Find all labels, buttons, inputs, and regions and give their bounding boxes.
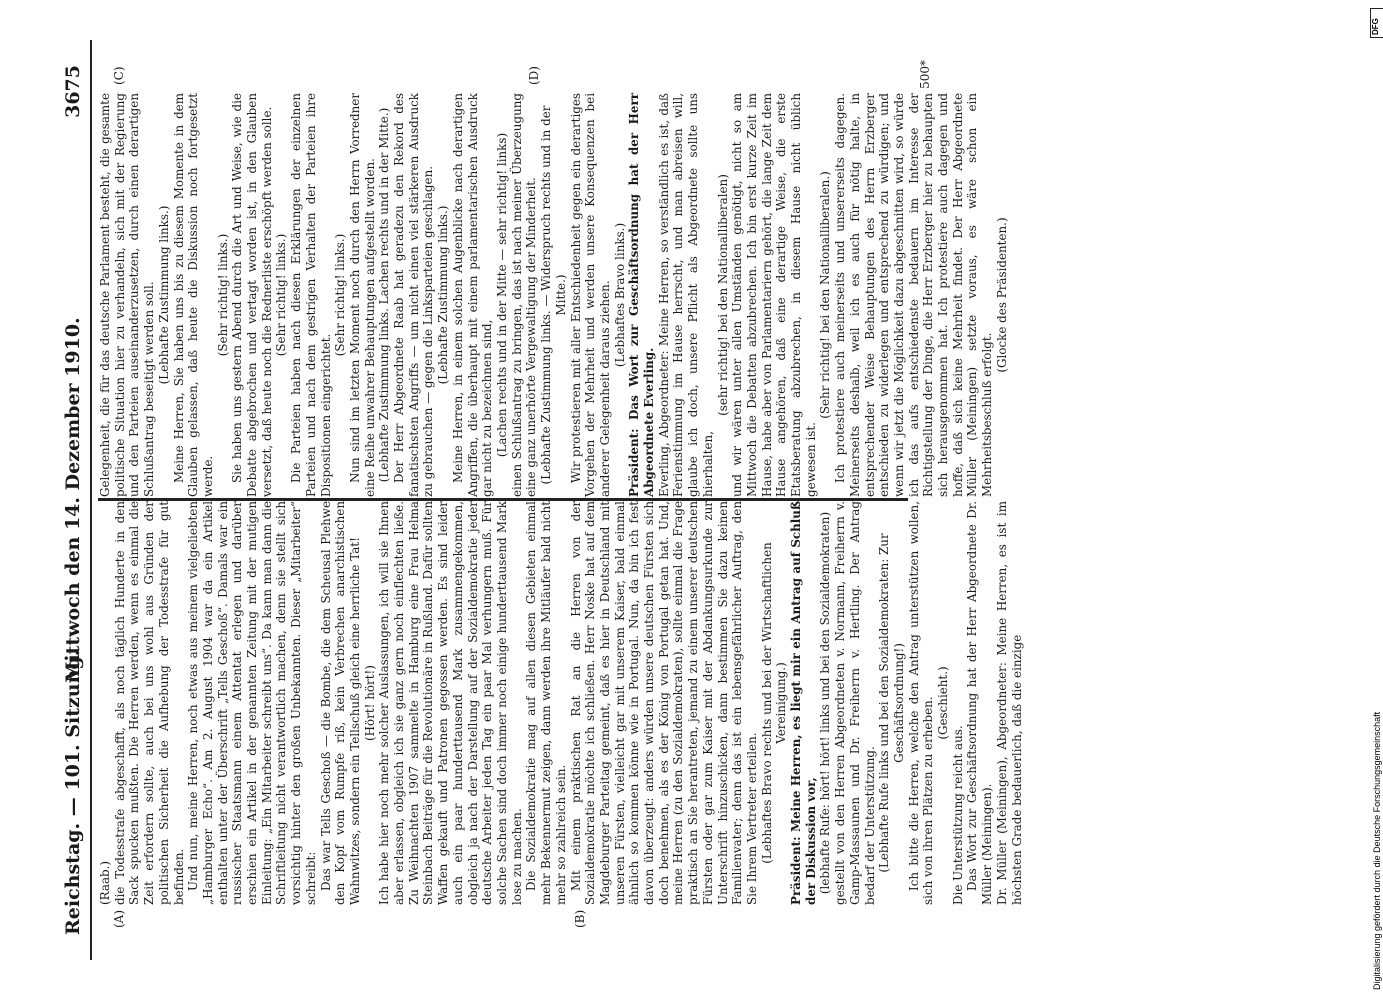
paragraph: die Todesstrafe abgeschafft, als noch täglich Hunderte in den Sack spucken mußten. Die Herren werden, wenn es einmal die Zeit erfordern sollte, auch bei uns wohl aus Gründen der politischen Sicherheit die Aufhebung der Todesstrafe für gut befinden. — [112, 501, 186, 905]
paragraph: Ich bitte die Herren, welche den Antrag unterstützen wollen, sich von ihren Plätzen zu erheben. — [906, 501, 936, 905]
paragraph: (Raab.) — [98, 860, 112, 905]
paragraph: einen Schlußantrag zu bringen, das ist nach meiner Überzeugung eine ganz unerhörte Vergewaltigung der Minderheit. — [509, 93, 539, 497]
paragraph: (Lebhaftes Bravo links.) — [612, 222, 627, 368]
paragraph: (Sehr richtig! links.) — [333, 233, 348, 357]
paragraph: (Hört! hört!) — [362, 665, 377, 741]
dfg-logo-text: DFG — [1371, 18, 1380, 35]
page-mark: 500* — [918, 60, 932, 89]
paragraph: Dr. Müller (Meiningen), Abgeordneter: Meine Herren, es ist im höchsten Grade bedauerlich, daß die einzige — [994, 501, 1024, 905]
paragraph: (Lebhafte Zustimmung links.) — [436, 205, 451, 385]
paragraph: Die Sozialdemokratie mag auf allen diesen Gebieten einmal mehr Bekennermut zeigen, dann werden ihre Mitläufer bald nicht mehr so zahlreich sein. — [524, 501, 568, 905]
paragraph: Ich habe hier noch mehr solcher Auslassungen, ich will sie Ihnen aber erlassen, obgleich ich sie ganz gern noch einflechten ließe. Zu Weihnachten 1907 sammelte in Hamburg eine Frau Helma Steinbach Beiträge für die Revolutionäre in Rußland. Dafür sollten Waffen gekauft und Patronen gegossen werden. Es sind leider auch ein paar hunderttausend Mark zusammengekommen, obgleich ja nach der Darstellung auf der Sozialdemokratie jeder deutsche Arbeiter jeden Tag ein paar Mal verhungern muß. Für solche Sachen sind doch immer noch einige hunderttausend Mark lose zu machen. — [377, 501, 524, 905]
dfg-logo — [1370, 8, 1383, 38]
header-date: Mittwoch den 14. Dezember 1910. — [62, 317, 84, 683]
paragraph: Das war Tells Geschoß — die Bombe, die dem Scheusal Plehwe den Kopf vom Rumpfe riß, kein Verbrechen anarchistischen Wahnwitzes, sondern ein Tellschuß gleich eine herrliche Tat! — [318, 501, 362, 905]
margin-marker-a: (A) — [112, 909, 126, 928]
margin-marker-c: (C) — [112, 66, 126, 85]
paragraph: (lebhafte Rufe: hört! hört! links und bei den Sozialdemokraten) — [818, 511, 833, 895]
paragraph: (Geschieht.) — [936, 666, 951, 740]
paragraph: Der Herr Abgeordnete Raab hat geradezu den Rekord des fanatischsten Angriffs — um nicht einen viel stärkeren Ausdruck zu gebrauchen — gegen die Linksparteien geschlagen. — [392, 93, 436, 497]
paragraph: (Lebhafte Rufe links und bei den Sozialdemokraten: Zur Geschäftsordnung!) — [877, 533, 906, 873]
paragraph: Sie haben uns gestern Abend durch die Art und Weise, wie die Debatte abgebrochen und vertagt worden ist, in den Glauben versetzt, daß heute noch die Rednerliste erschöpft werden solle. — [230, 93, 274, 497]
paragraph: Das Wort zur Geschäftsordnung hat der Herr Abgeordnete Dr. Müller (Meiningen). — [965, 501, 995, 905]
paragraph: Wir protestieren mit aller Entschiedenheit gegen ein derartiges Vorgehen der Mehrheit und werden unsere Konsequenzen bei anderer Gelegenheit daraus ziehen. — [568, 93, 612, 497]
margin-marker-d: (D) — [527, 66, 541, 85]
paragraph: gestellt von den Herren Abgeordneten v. Normann, Freiherrn v. Gamp-Massaunen und Dr. Freiherrn v. Hertling. Der Antrag bedarf der Unterstützung. — [833, 501, 877, 905]
paragraph: Meine Herren, Sie haben uns bis zu diesem Momente in dem Glauben gelassen, daß heute die Diskussion noch fortgesetzt werde. — [171, 93, 215, 497]
paragraph: (Lachen rechts und in der Mitte — sehr richtig! links) — [494, 132, 509, 458]
paragraph: (Sehr richtig! links.) — [274, 233, 289, 357]
digitization-note — [1372, 0, 1383, 1000]
paragraph: (Lebhafte Zustimmung links. — Widerspruch rechts und in der Mitte.) — [539, 105, 568, 485]
text-column-left — [98, 501, 1024, 905]
paragraph: (Sehr richtig! bei den Nationalliberalen.) — [818, 171, 833, 419]
text-column-right — [98, 93, 1010, 497]
paragraph: (Lebhafte Zustimmung links.) — [156, 205, 171, 385]
paragraph: (Lebhafte Zustimmung links. Lachen rechts und in der Mitte.) — [377, 107, 392, 483]
paragraph: Gelegenheit, die für das deutsche Parlament besteht, die gesamte politische Situation hier zu verhandeln, sich mit der Regierung und den Parteien auseinanderzusetzen, durch einen derartigen Schlußantrag beseitigt werden soll. — [98, 93, 157, 497]
paragraph: (Lebhaftes Bravo rechts und bei der Wirtschaftlichen Vereinigung.) — [759, 542, 789, 864]
paragraph: (Glocke des Präsidenten.) — [994, 217, 1009, 373]
paragraph: Präsident: Das Wort zur Geschäftsordnung hat der Herr Abgeordnete Everling. — [627, 93, 657, 497]
paragraph: (sehr richtig! bei den Nationalliberalen) — [715, 174, 730, 416]
paragraph: Und nun, meine Herren, noch etwas aus meinem vielgeliebten „Hamburger Echo“. Am 2. August 1904 war da ein Artikel enthalten unter der Überschrift „Tells Geschoß“. Damals war ein russischer Staatsmann einem Attentat erlegen und darüber erschien ein Artikel in der genannten Zeitung mit der mutigen Einleitung: „Ein Mitarbeiter schreibt uns“. Da kann man dann die Schriftleitung nicht verantwortlich machen, denn sie stellt sich vorsichtig hinter den großen Unbekannten. Dieser „Mitarbeiter“ schreibt: — [186, 501, 318, 905]
paragraph: Everling, Abgeordneter: Meine Herren, so verständlich es ist, daß Ferienstimmung im Hause herrscht, und man abreisen will, glaube ich doch, unsere Pflicht als Abgeordnete sollte uns hierhalten, — [656, 93, 715, 497]
column-divider — [98, 498, 908, 501]
page-header — [48, 40, 92, 960]
paragraph: (Sehr richtig! links.) — [215, 233, 230, 357]
digitization-note-text: Digitalisierung gefördert durch die Deutsche Forschungsgemeinschaft — [1372, 711, 1382, 990]
paragraph: Ich protestiere auch meinerseits und unsererseits dagegen. Meinerseits deshalb, weil ich es auch für nötig halte, in entsprechender Weise Behauptungen des Herrn Erzberger entschieden zu widerlegen und entsprechend zu würdigen; und wenn wir jetzt die Möglichkeit dazu abgeschnitten wird, so würde ich das aufs entschiedenste bedauern im Interesse der Richtigstellung der Dinge, die Herr Erzberger hier zu behaupten sich herausgenommen hat. Ich protestiere auch dagegen und hoffe, daß sich keine Mehrheit findet. Der Herr Abgeordnete Müller (Meiningen) setzte voraus, es wäre schon ein Mehrheitsbeschluß erfolgt. — [833, 93, 995, 497]
paragraph: Nun sind im letzten Moment noch durch den Herrn Vorredner eine Reihe unwahrer Behauptungen aufgestellt worden. — [347, 93, 377, 497]
paragraph: Mit einem praktischen Rat an die Herren von der Sozialdemokratie möchte ich schließen. Herr Noske hat auf dem Magdeburger Parteitag gemeint, daß es hier in Deutschland mit unseren Fürsten, vielleicht gar mit unserem Kaiser, bald einmal ähnlich so kommen könne wie in Portugal. Nun, da bin ich fest davon überzeugt: anders würden unsere deutschen Fürsten sich doch benehmen, als es der König von Portugal getan hat. Und, meine Herren (zu den Sozialdemokraten), sollte einmal die Frage praktisch an Sie herantreten, jemand zu einem unserer deutschen Fürsten oder gar zum Kaiser mit der Abdankungsurkunde zur Unterschrift hinzuschicken, dann bestimmen Sie dazu keinen Familienvater; denn das ist ein lebensgefährlicher Auftrag, den Sie Ihrem Vertreter erteilen. — [568, 501, 759, 905]
page-number: 3675 — [62, 65, 84, 118]
paragraph: Die Parteien haben nach diesen Erklärungen der einzelnen Parteien und nach dem gestrigen Verhalten der Parteien ihre Dispositionen eingerichtet. — [289, 93, 333, 497]
paragraph: Präsident: Meine Herren, es liegt mir ein Antrag auf Schluß der Diskussion vor, — [789, 501, 818, 905]
paragraph: und wir wären unter allen Umständen genötigt, nicht so am Mittwoch die Debatten abzubrechen. Ich bin erst kurze Zeit im Hause, habe aber von Parlamentariern gehört, die lange Zeit dem Hause angehören, daß eine derartige Weise, die erste Etatsberatung abzubrechen, in diesem Hause nicht üblich gewesen ist. — [730, 93, 818, 497]
paragraph: Die Unterstützung reicht aus. — [950, 725, 965, 905]
paragraph: Meine Herren, in einem solchen Augenblicke nach derartigen Angriffen, die überhaupt mit einem parlamentarischen Ausdruck gar nicht zu bezeichnen sind, — [450, 93, 495, 497]
header-left: Reichstag. — 101. Sitzung. — [62, 649, 84, 935]
margin-marker-b: (B) — [573, 909, 587, 928]
